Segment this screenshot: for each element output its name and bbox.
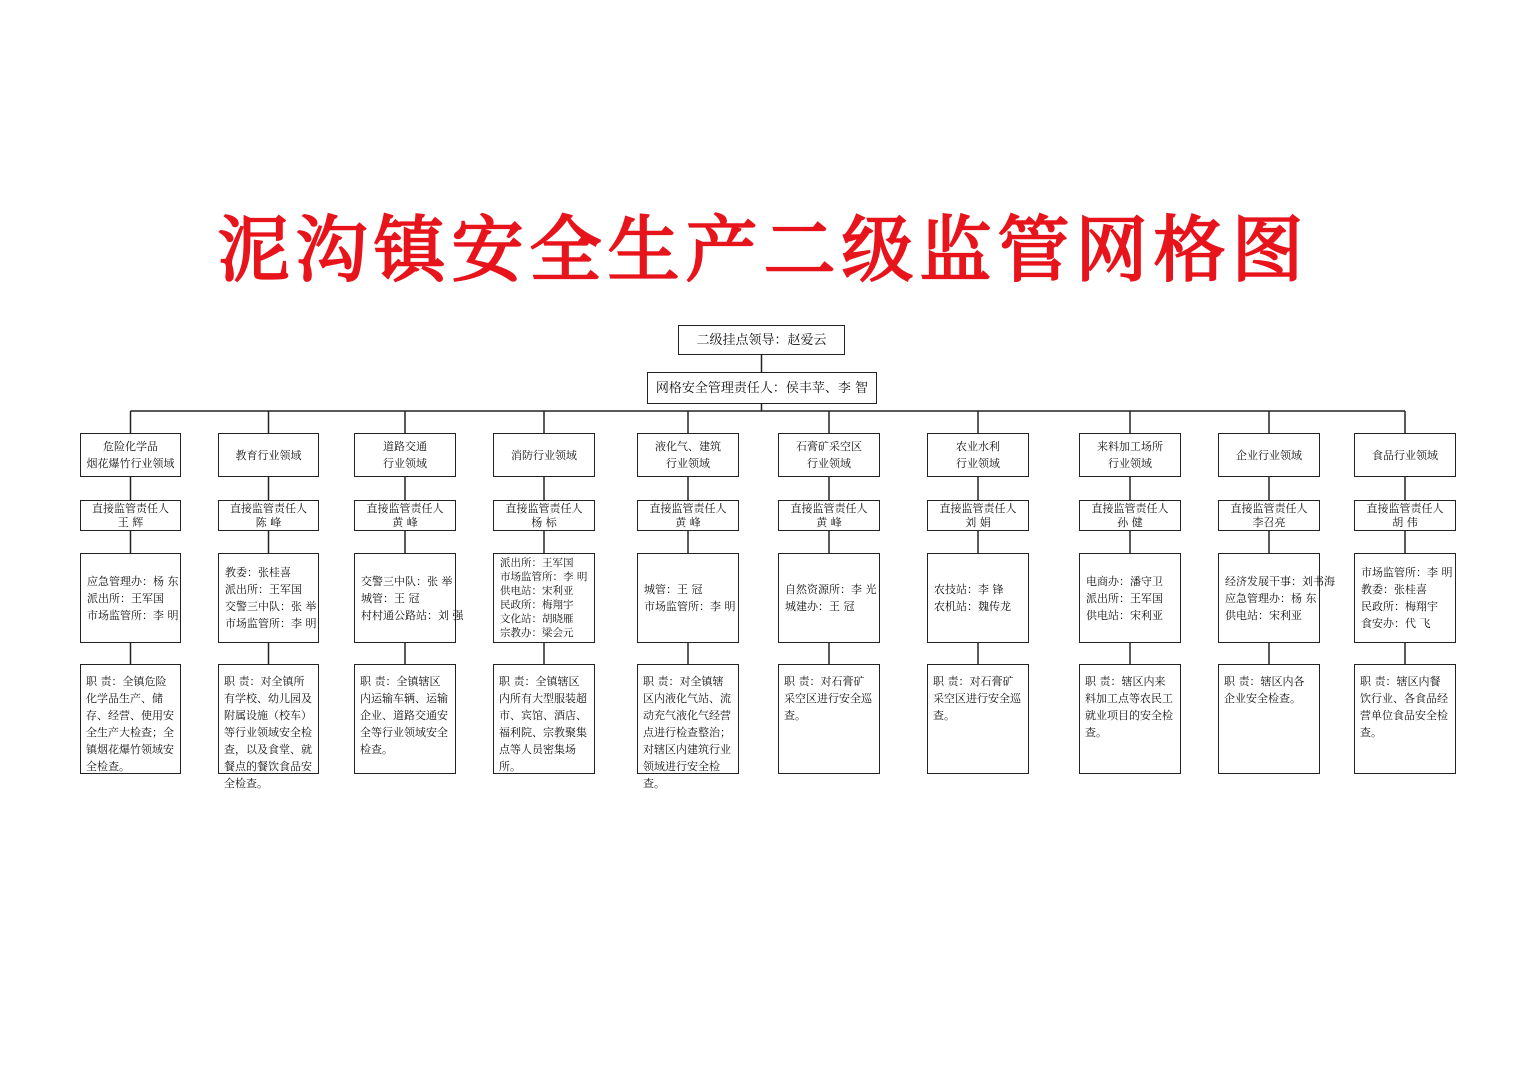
unit-entry: 交警三中队：张 举 bbox=[225, 600, 317, 613]
responsible-name: 陈 峰 bbox=[255, 515, 282, 529]
unit-entry: 应急管理办：杨 东 bbox=[1225, 591, 1317, 605]
units-box bbox=[1354, 553, 1456, 643]
unit-entry: 供电站：宋利亚 bbox=[1225, 608, 1302, 622]
unit-entry: 市场监管所：李 明 bbox=[225, 617, 317, 630]
domain-label: 行业领域 bbox=[383, 457, 427, 470]
responsible-title: 直接监管责任人 bbox=[1366, 501, 1444, 515]
duty-text: 职 责：全镇辖区内所有大型服装超市、宾馆、酒店、福利院、宗教聚集点等人员密集场所。 bbox=[499, 675, 587, 773]
domain-label: 行业领域 bbox=[807, 457, 851, 470]
duty-box bbox=[637, 664, 739, 790]
grid-manager-box bbox=[647, 372, 877, 404]
duty-box bbox=[778, 664, 880, 774]
responsible-name: 孙 健 bbox=[1117, 515, 1143, 529]
responsible-name: 黄 峰 bbox=[816, 515, 842, 529]
duty-text: 职 责：辖区内来料加工点等农民工就业项目的安全检查。 bbox=[1085, 675, 1173, 739]
responsible-box bbox=[778, 500, 880, 531]
domain-box bbox=[493, 433, 595, 477]
domain-label: 石膏矿采空区 bbox=[796, 440, 862, 453]
units-box bbox=[927, 553, 1029, 643]
leader-box bbox=[678, 325, 845, 355]
responsible-box bbox=[637, 500, 739, 531]
unit-entry: 自然资源所：李 光 bbox=[785, 583, 877, 596]
domain-label: 教育行业领域 bbox=[235, 448, 302, 462]
unit-entry: 派出所：王军国 bbox=[87, 591, 164, 605]
responsible-name: 李召亮 bbox=[1252, 515, 1286, 529]
unit-entry: 宗教办：梁会元 bbox=[500, 627, 574, 639]
unit-entry: 城建办：王 冠 bbox=[785, 600, 855, 613]
unit-entry: 派出所：王军国 bbox=[225, 583, 302, 596]
unit-entry: 经济发展干事：刘书海 bbox=[1225, 574, 1335, 588]
responsible-title: 直接监管责任人 bbox=[92, 501, 169, 515]
responsible-box bbox=[1218, 500, 1320, 531]
duty-text: 职 责：辖区内餐饮行业、各食品经营单位食品安全检查。 bbox=[1360, 675, 1448, 739]
domain-box bbox=[1354, 433, 1456, 477]
responsible-title: 直接监管责任人 bbox=[366, 501, 444, 515]
responsible-name: 黄 峰 bbox=[675, 515, 701, 529]
duty-text: 职 责：对全镇辖区内液化气站、流动充气液化气经营点进行检查整治；对辖区内建筑行业领域进行安全检查。 bbox=[643, 675, 731, 790]
responsible-name: 杨 标 bbox=[531, 515, 557, 529]
responsible-name: 刘 娟 bbox=[965, 515, 991, 529]
domain-label: 道路交通 bbox=[383, 440, 427, 453]
domain-box bbox=[354, 433, 456, 477]
domain-label: 消防行业领域 bbox=[511, 448, 577, 462]
domain-box bbox=[218, 433, 319, 477]
domain-label: 行业领域 bbox=[1108, 457, 1152, 470]
duty-box bbox=[1218, 664, 1320, 774]
unit-entry: 应急管理办：杨 东 bbox=[87, 574, 179, 588]
unit-entry: 交警三中队：张 举 bbox=[361, 574, 453, 588]
duty-text: 职 责：对石膏矿采空区进行安全巡查。 bbox=[933, 675, 1021, 722]
duty-box bbox=[1354, 664, 1456, 774]
unit-entry: 民政所：梅翔宇 bbox=[1361, 600, 1438, 613]
unit-entry: 农机站：魏传龙 bbox=[934, 600, 1011, 613]
grid-manager-label: 网格安全管理责任人：侯丰苹、李 智 bbox=[655, 380, 869, 396]
duty-box bbox=[493, 664, 595, 774]
responsible-title: 直接监管责任人 bbox=[505, 501, 583, 515]
responsible-name: 王 辉 bbox=[117, 515, 144, 529]
domain-label: 来料加工场所 bbox=[1097, 440, 1163, 453]
units-box bbox=[493, 553, 595, 643]
domain-label: 行业领域 bbox=[956, 457, 1000, 470]
domain-label: 食品行业领域 bbox=[1372, 448, 1438, 462]
domain-label: 农业水利 bbox=[956, 440, 1000, 453]
unit-entry: 农技站：李 锋 bbox=[934, 583, 1004, 596]
responsible-title: 直接监管责任人 bbox=[939, 501, 1017, 515]
domain-label: 危险化学品 bbox=[103, 440, 158, 453]
domain-label: 行业领域 bbox=[666, 457, 710, 470]
duty-box bbox=[927, 664, 1029, 774]
unit-entry: 供电站：宋利亚 bbox=[500, 585, 574, 597]
unit-entry: 城管：王 冠 bbox=[361, 591, 420, 605]
unit-entry: 市场监管所：李 明 bbox=[644, 600, 736, 613]
duty-text: 职 责：对全镇所有学校、幼儿园及附属设施（校车）等行业领域安全检查，以及食堂、就餐点的餐饮食品安全检查。 bbox=[224, 675, 312, 790]
unit-entry: 电商办：潘守卫 bbox=[1086, 574, 1163, 588]
units-box bbox=[218, 553, 319, 643]
units-box bbox=[778, 553, 880, 643]
leader-label: 二级挂点领导：赵爱云 bbox=[696, 332, 827, 348]
unit-entry: 教委：张桂喜 bbox=[225, 566, 291, 579]
unit-entry: 教委：张桂喜 bbox=[1361, 583, 1427, 596]
responsible-box bbox=[1079, 500, 1181, 531]
duty-box bbox=[354, 664, 456, 774]
duty-text: 职 责：全镇危险化学品生产、储存、经营、使用安全生产大检查；全镇烟花爆竹领域安全检查。 bbox=[86, 675, 174, 773]
responsible-title: 直接监管责任人 bbox=[1230, 501, 1308, 515]
unit-entry: 市场监管所：李 明 bbox=[1361, 566, 1453, 579]
duty-box bbox=[80, 664, 181, 774]
responsible-title: 直接监管责任人 bbox=[649, 501, 727, 515]
unit-entry: 市场监管所：李 明 bbox=[500, 571, 588, 583]
unit-entry: 文化站：胡晓雁 bbox=[500, 613, 574, 625]
responsible-title: 直接监管责任人 bbox=[230, 501, 307, 515]
unit-entry: 供电站：宋利亚 bbox=[1086, 608, 1163, 622]
units-box bbox=[637, 553, 739, 643]
duty-text: 职 责：辖区内各企业安全检查。 bbox=[1224, 675, 1305, 705]
unit-entry: 食安办：代 飞 bbox=[1361, 617, 1431, 630]
domain-box bbox=[637, 433, 739, 477]
units-box bbox=[1218, 553, 1335, 643]
page-title: 泥沟镇安全生产二级监管网格图 bbox=[217, 208, 1310, 292]
units-box bbox=[354, 553, 464, 643]
duty-box bbox=[1079, 664, 1181, 774]
domain-label: 企业行业领域 bbox=[1236, 448, 1302, 462]
responsible-name: 胡 伟 bbox=[1392, 515, 1418, 529]
duty-text: 职 责：对石膏矿采空区进行安全巡查。 bbox=[784, 675, 872, 722]
unit-entry: 派出所：王军国 bbox=[500, 557, 574, 569]
unit-entry: 派出所：王军国 bbox=[1086, 591, 1163, 605]
responsible-title: 直接监管责任人 bbox=[1091, 501, 1169, 515]
domain-label: 烟花爆竹行业领域 bbox=[86, 457, 175, 470]
unit-entry: 城管：王 冠 bbox=[644, 583, 703, 596]
responsible-box bbox=[80, 500, 181, 531]
units-box bbox=[1079, 553, 1181, 643]
unit-entry: 村村通公路站：刘 强 bbox=[361, 608, 464, 622]
responsible-box bbox=[218, 500, 319, 531]
units-box bbox=[80, 553, 181, 643]
unit-entry: 市场监管所：李 明 bbox=[87, 608, 179, 622]
responsible-title: 直接监管责任人 bbox=[790, 501, 868, 515]
unit-entry: 民政所：梅翔宇 bbox=[500, 599, 574, 611]
domain-box bbox=[80, 433, 181, 477]
domain-box bbox=[1079, 433, 1181, 477]
domain-box bbox=[1218, 433, 1320, 477]
duty-box bbox=[218, 664, 319, 790]
duty-text: 职 责：全镇辖区内运输车辆、运输企业、道路交通安全等行业领域安全检查。 bbox=[360, 675, 448, 756]
domain-box bbox=[778, 433, 880, 477]
responsible-box bbox=[927, 500, 1029, 531]
domain-label: 液化气、建筑 bbox=[655, 440, 721, 453]
domain-box bbox=[927, 433, 1029, 477]
responsible-box bbox=[1354, 500, 1456, 531]
responsible-box bbox=[493, 500, 595, 531]
responsible-name: 黄 峰 bbox=[392, 515, 418, 529]
responsible-box bbox=[354, 500, 456, 531]
